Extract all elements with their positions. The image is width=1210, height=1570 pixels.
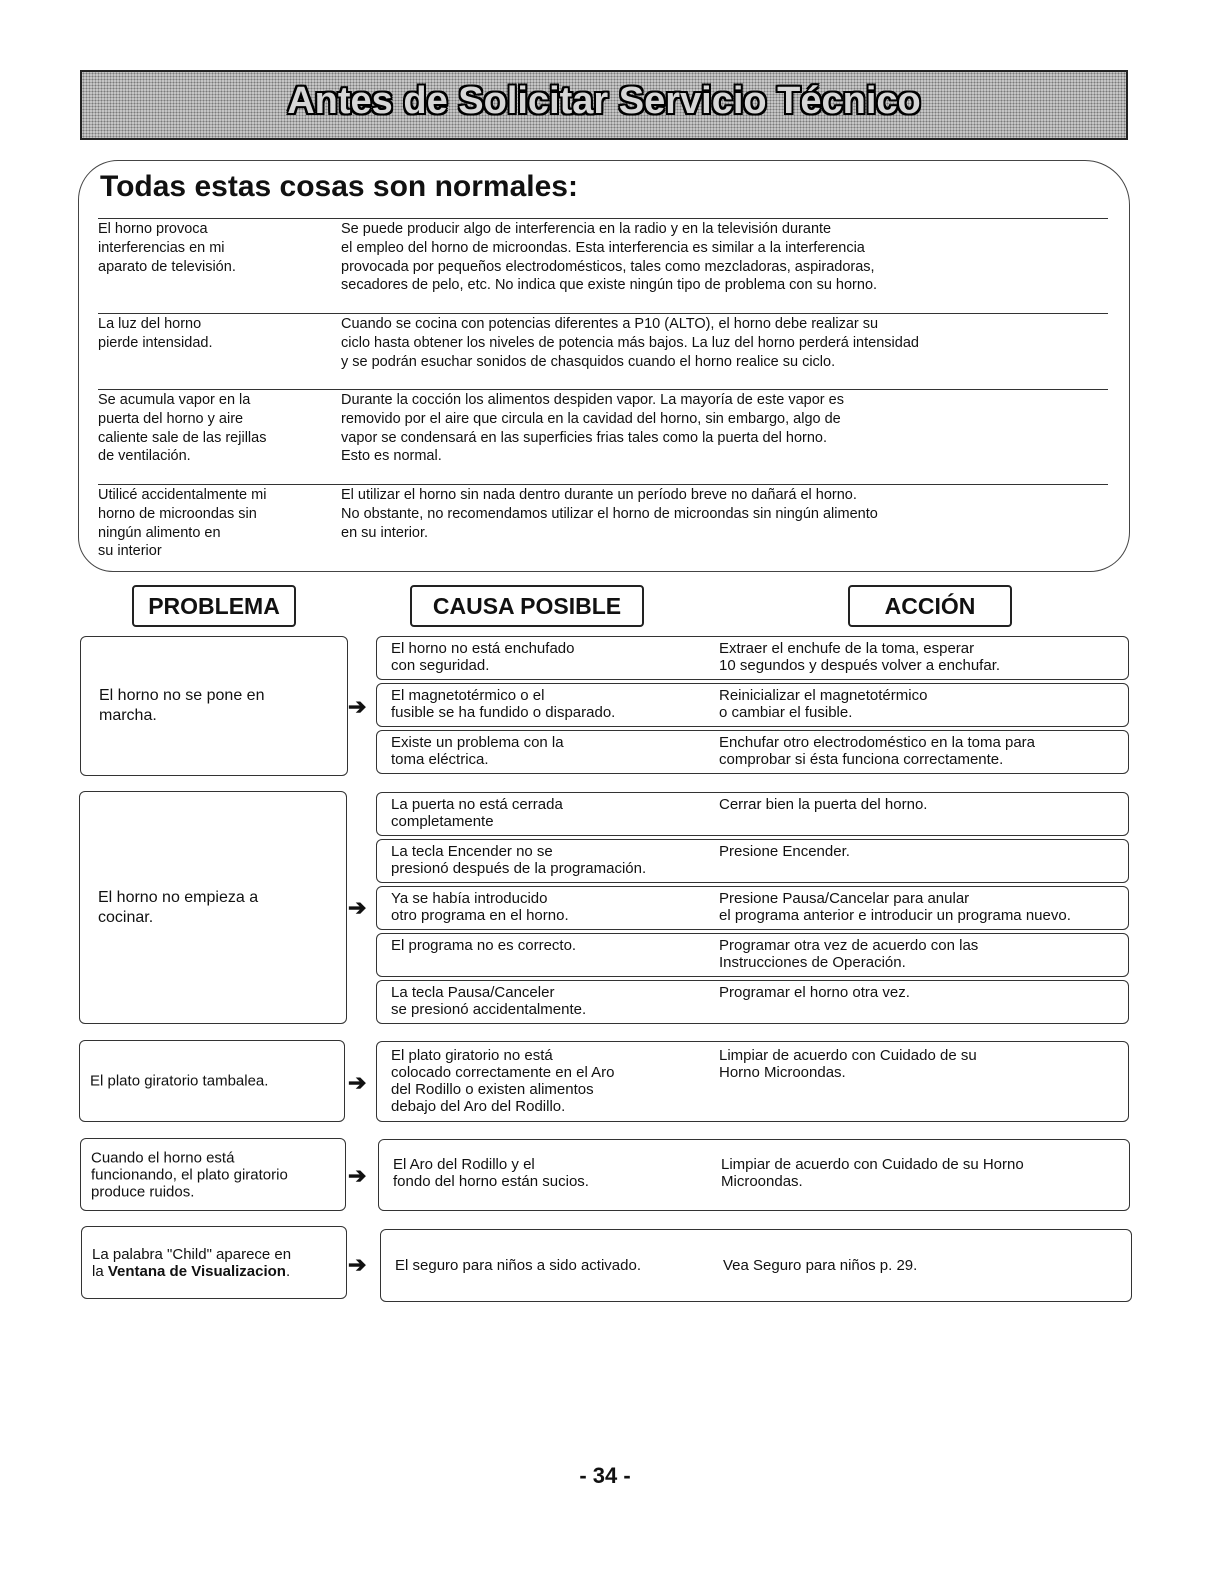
action-text: Reinicializar el magnetotérmico o cambiar el fusible. (719, 687, 928, 721)
cause-action-row (376, 636, 1129, 680)
cause-text: Existe un problema con la toma eléctrica. (391, 734, 564, 768)
arrow-icon: ➔ (348, 694, 367, 719)
cause-text: La tecla Pausa/Canceler se presionó accidentalmente. (391, 984, 587, 1018)
action-text: Limpiar de acuerdo con Cuidado de su Horno Microondas. (719, 1047, 977, 1081)
header-accion: ACCIÓN (848, 585, 1012, 627)
cause-text: El plato giratorio no está colocado correctamente en el Aro del Rodillo o existen alimentos debajo del Aro del Rodillo. (391, 1047, 615, 1115)
cause-text: El programa no es correcto. (391, 937, 577, 954)
arrow-icon: ➔ (348, 895, 367, 920)
problem-box (80, 636, 348, 776)
cause-action-row (378, 1139, 1130, 1211)
cause-action-row (376, 792, 1129, 836)
problem-text (92, 1246, 338, 1280)
normal-problem: El horno provoca interferencias en mi aparato de televisión. (98, 221, 236, 275)
cause-text: La puerta no está cerrada completamente (391, 796, 563, 830)
normal-conditions-heading: Todas estas cosas son normales: (100, 170, 578, 203)
normal-problem: Utilicé accidentalmente mi horno de microondas sin ningún alimento en su interior (98, 487, 267, 560)
problem-text: El horno no empieza a cocinar. (98, 888, 259, 926)
action-text: Limpiar de acuerdo con Cuidado de su Horno Microondas. (721, 1156, 1024, 1190)
problem-box (80, 1138, 346, 1211)
cause-action-row (376, 933, 1129, 977)
page-number: - 34 - (579, 1463, 631, 1488)
problem-text-prefix: La palabra "Child" aparece en la (92, 1245, 292, 1280)
header-causa-posible: CAUSA POSIBLE (410, 585, 644, 627)
arrow-icon: ➔ (348, 1163, 367, 1188)
action-text: Programar el horno otra vez. (719, 984, 910, 1001)
normal-row (98, 218, 1108, 310)
cause-action-row (376, 886, 1129, 930)
title-banner (80, 70, 1128, 140)
action-text: Presione Pausa/Cancelar para anular el programa anterior e introducir un programa nuevo. (719, 890, 1071, 924)
cause-text: La tecla Encender no se presionó después de la programación. (391, 843, 647, 877)
header-problema: PROBLEMA (132, 585, 296, 627)
display-window-term: Ventana de Visualizacion (107, 1262, 286, 1280)
cause-action-row (376, 980, 1129, 1024)
cause-action-row (376, 839, 1129, 883)
action-text: Vea Seguro para niños p. 29. (723, 1257, 918, 1274)
problem-text: El horno no se pone en marcha. (99, 687, 265, 724)
normal-row (98, 484, 1108, 566)
problem-text: Cuando el horno está funcionando, el plato giratorio produce ruidos. (91, 1149, 288, 1200)
problem-text: El plato giratorio tambalea. (90, 1072, 269, 1090)
action-text: Cerrar bien la puerta del horno. (719, 796, 928, 813)
action-text: Presione Encender. (719, 843, 850, 860)
normal-row (98, 389, 1108, 481)
action-text: Programar otra vez de acuerdo con las Instrucciones de Operación. (719, 937, 979, 971)
cause-text: El magnetotérmico o el fusible se ha fundido o disparado. (391, 687, 616, 721)
cause-action-row (376, 730, 1129, 774)
normal-problem: Se acumula vapor en la puerta del horno y aire caliente sale de las rejillas de ventilación. (98, 392, 267, 465)
normal-explanation: Se puede producir algo de interferencia en la radio y en la televisión durante el empleo del horno de microondas. Esta interferencia es similar a la interferencia provocada por pequeños electrodomésticos, tales como mezcladoras, aspiradoras, secadores de pelo, etc. No indica que existe ningún tipo de problema con su horno. (341, 221, 878, 294)
normal-problem: La luz del horno pierde intensidad. (98, 316, 213, 351)
cause-text: El seguro para niños a sido activado. (395, 1257, 641, 1274)
normal-row (98, 313, 1108, 385)
cause-action-row (376, 683, 1129, 727)
cause-action-row (376, 1041, 1129, 1122)
cause-text: El horno no está enchufado con seguridad. (391, 640, 575, 674)
normal-explanation: Cuando se cocina con potencias diferentes a P10 (ALTO), el horno debe realizar su ciclo hasta obtener los niveles de potencia más bajos. La luz del horno perderá intensidad y se podrán esuchar sonidos de chasquidos cuando el horno realice su ciclo. (341, 316, 919, 370)
normal-explanation: Durante la cocción los alimentos despiden vapor. La mayoría de este vapor es removido por el aire que circula en la cavidad del horno, sin embargo, algo de vapor se condensará en las superficies frias tales como la puerta del horno. Esto es normal. (341, 392, 844, 465)
arrow-icon: ➔ (348, 1252, 367, 1277)
problem-box (81, 1226, 347, 1299)
arrow-icon: ➔ (348, 1070, 367, 1095)
normal-explanation: El utilizar el horno sin nada dentro durante un período breve no dañará el horno. No obstante, no recomendamos utilizar el horno de microondas sin ningún alimento en su interior. (341, 487, 878, 541)
problem-box (79, 1040, 345, 1122)
cause-text: Ya se había introducido otro programa en el horno. (391, 890, 569, 924)
cause-text: El Aro del Rodillo y el fondo del horno están sucios. (393, 1156, 589, 1190)
action-text: Extraer el enchufe de la toma, esperar 10 segundos y después volver a enchufar. (719, 640, 1001, 674)
cause-action-row (380, 1229, 1132, 1302)
page-title: Antes de Solicitar Servicio Técnico (287, 80, 921, 122)
problem-box (79, 791, 347, 1024)
problem-text-suffix: . (285, 1262, 291, 1280)
action-text: Enchufar otro electrodoméstico en la toma para comprobar si ésta funciona correctamente. (719, 734, 1036, 768)
